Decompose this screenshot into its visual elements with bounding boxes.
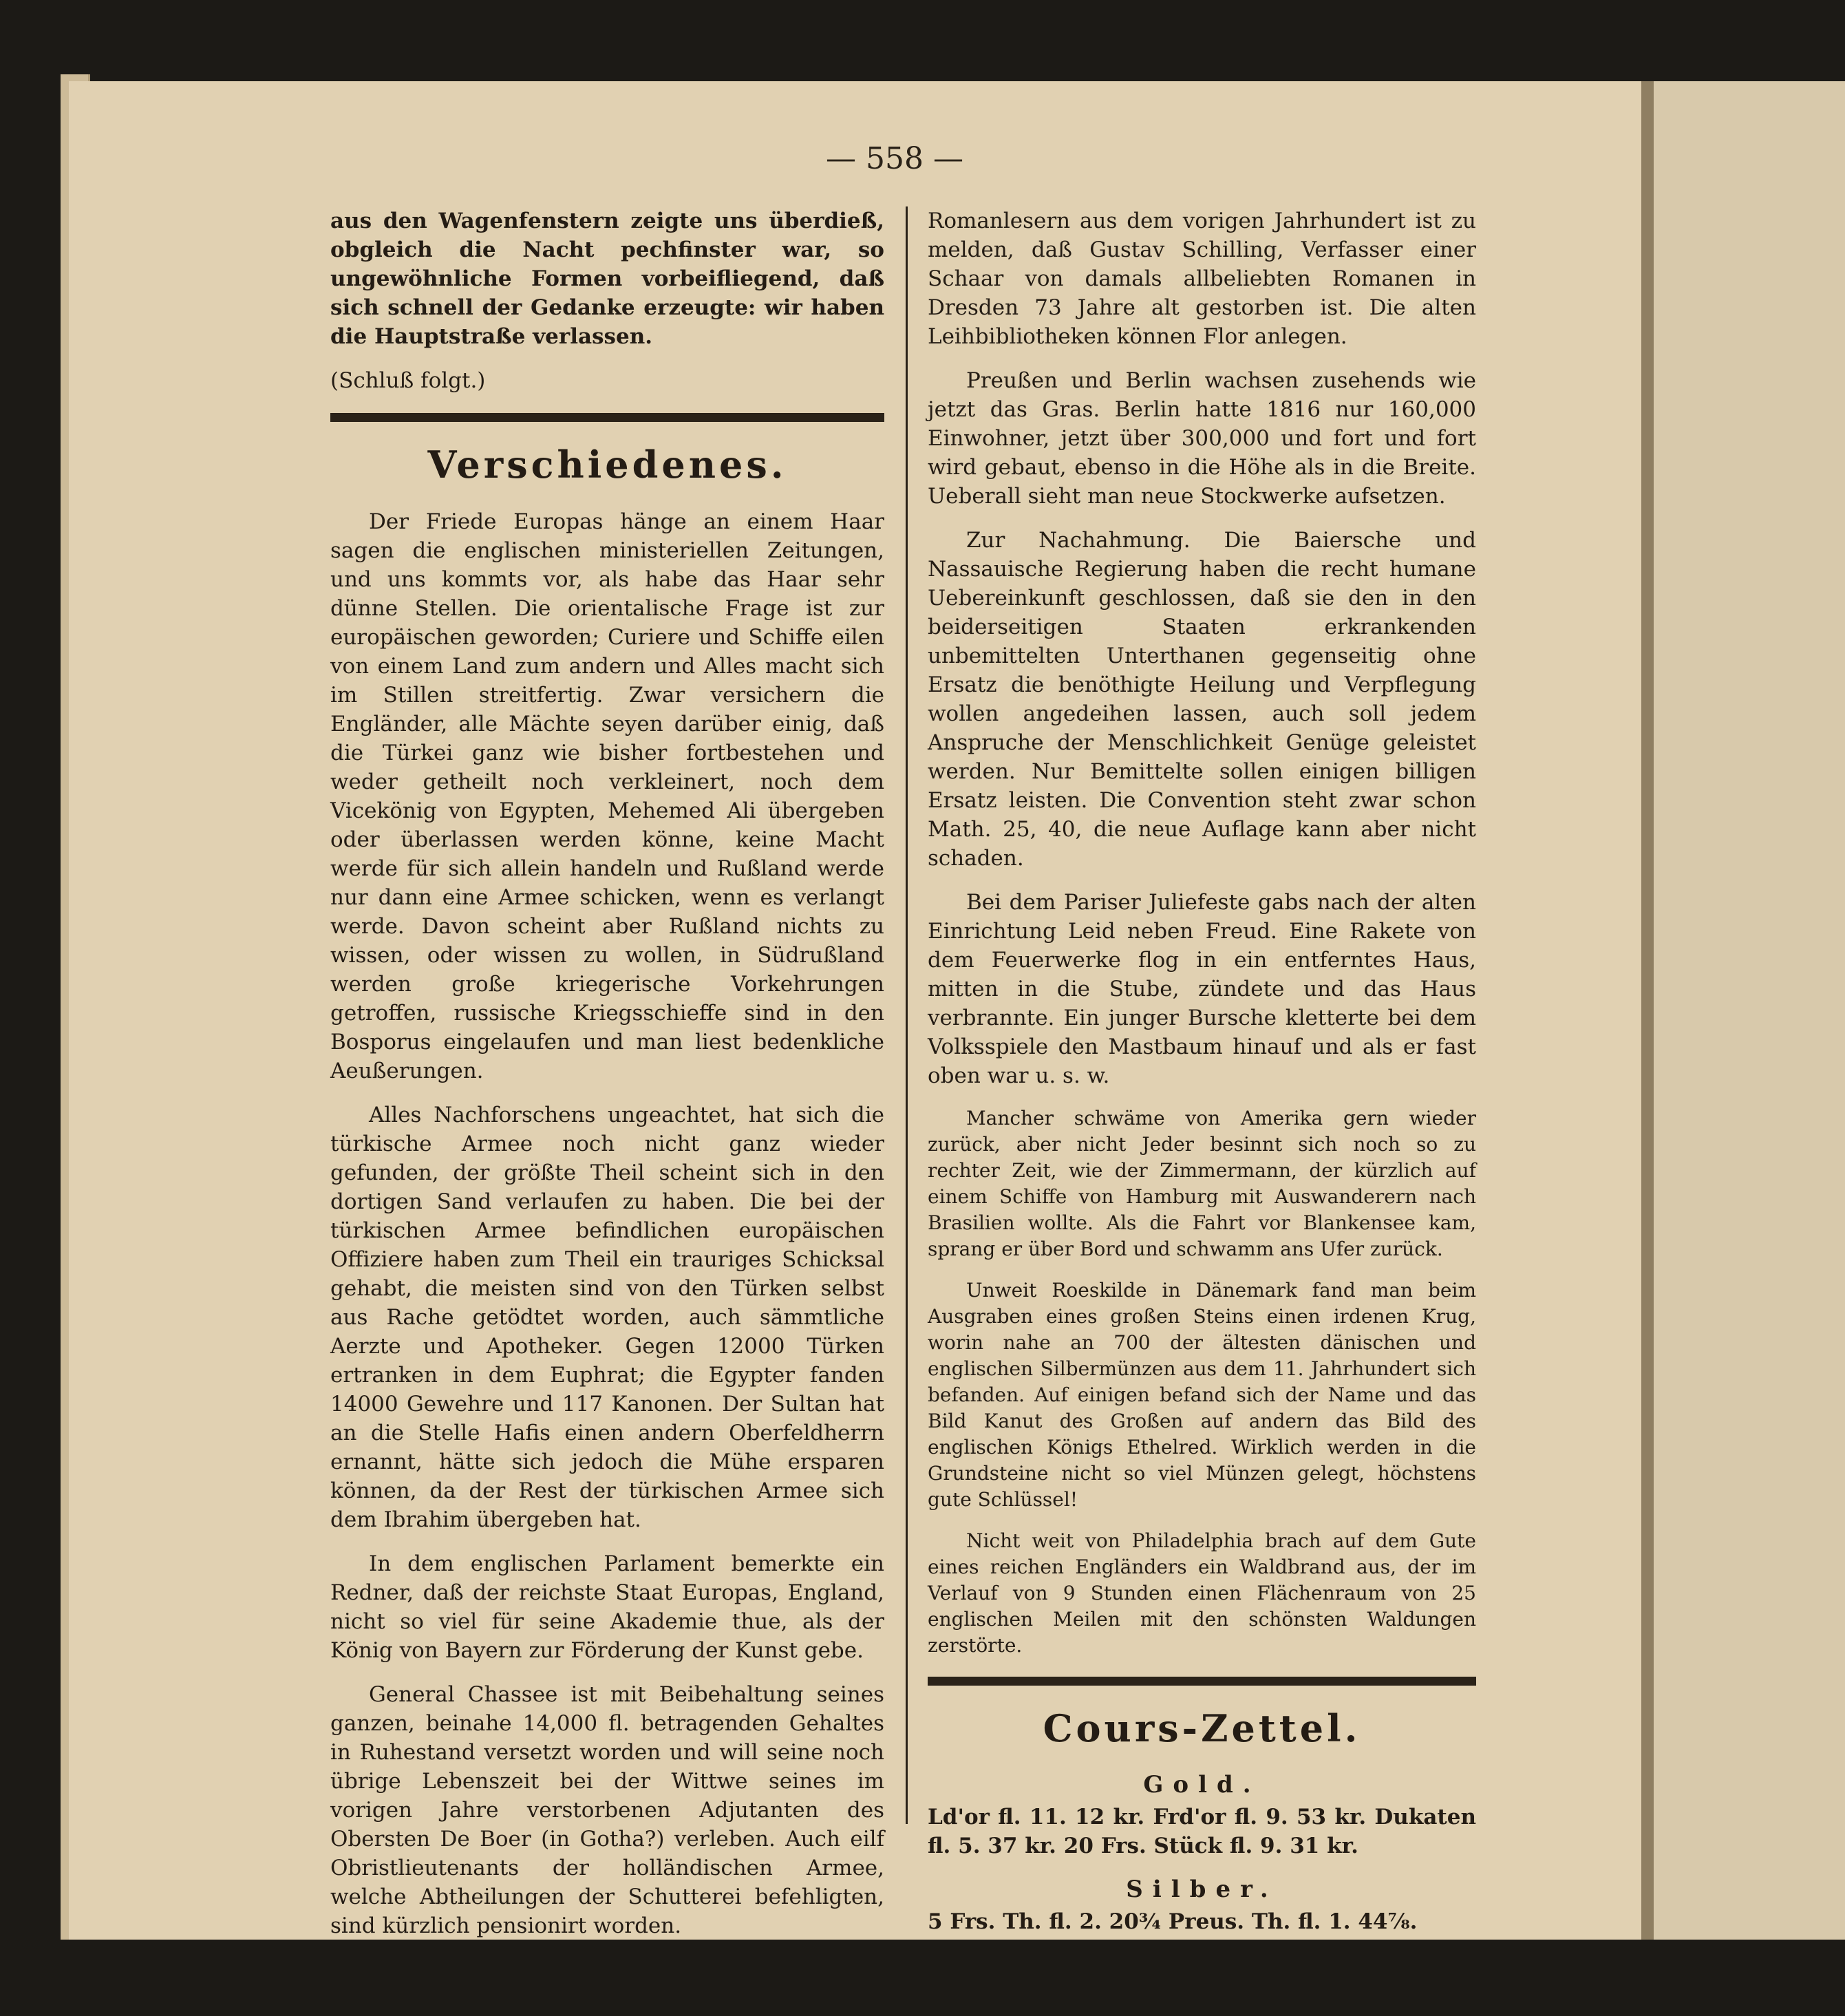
news-item: Unweit Roeskilde in Dänemark fand man beim Ausgraben eines großen Steins einen irdenen Krug, worin nahe an 700 der ältesten dänischen und englischen Silbermünzen aus dem 11. Jahrhundert sich befanden. Auf einigen befand sich der Name und das Bild Kanut des Großen auf andern das Bild des englischen Königs Ethelred. Wirklich werden in die Grundsteine nicht so viel Münzen gelegt, höchstens gute Schlüssel! <box>928 1279 1476 1511</box>
facing-page <box>1654 81 1845 1940</box>
silver-label: Silber. <box>1126 1876 1278 1903</box>
news-item: Alles Nachforschens ungeachtet, hat sich die türkische Armee noch nicht ganz wieder gefunden, der größte Theil scheint sich in den dortigen Sand verlaufen zu haben. Die bei der türkischen Armee befindlichen europäischen Offiziere haben zum Theil ein trauriges Schicksal gehabt, die meisten sind von den Türken selbst aus Rache getödtet worden, auch sämmtliche Aerzte und Apotheker. Gegen 12000 Türken ertranken in dem Euphrat; die Egypter fanden 14000 Gewehre und 117 Kanonen. Der Sultan hat an die Stelle Hafis einen andern Oberfeldherrn ernannt, hätte sich jedoch die Mühe ersparen können, da der Rest der türkischen Armee sich dem Ibrahim übergeben hat. <box>330 1103 884 1532</box>
section-heading: Verschiedenes. <box>427 443 787 487</box>
exchange-rates-heading: Cours-Zettel. <box>1043 1706 1361 1750</box>
story-ending: aus den Wagenfenstern zeigte uns überdieß, obgleich die Nacht pechfinster war, so ungewöhnliche Formen vorbeifliegend, daß sich schnell der Gedanke erzeugte: wir haben die Hauptstraße verlassen. <box>330 209 884 349</box>
section-rule <box>330 413 884 422</box>
continued-note: (Schluß folgt.) <box>330 368 486 393</box>
news-item: General Chassee ist mit Beibehaltung seines ganzen, beinahe 14,000 fl. betragenden Gehaltes in Ruhestand versetzt worden und will seine noch übrige Lebenszeit bei der Wittwe seines im vorigen Jahre verstorbenen Adjutanten des Obersten De Boer (in Gotha?) verleben. Auch eilf Obristlieutenants der holländischen Armee, welche Abtheilungen der Schutterei befehligten, sind kürzlich pensionirt worden. <box>330 1682 884 1938</box>
right-column <box>928 206 1476 1951</box>
news-item: Mancher schwäme von Amerika gern wieder zurück, aber nicht Jeder besinnt sich noch so zu rechter Zeit, wie der Zimmermann, der kürzlich auf einem Schiffe von Hamburg mit Auswanderern nach Brasilien wollte. Als die Fahrt vor Blankensee kam, sprang er über Bord und schwamm ans Ufer zurück. <box>928 1107 1476 1260</box>
news-item: Romanlesern aus dem vorigen Jahrhundert ist zu melden, daß Gustav Schilling, Verfasser einer Schaar von damals allbeliebten Romanen in Dresden 73 Jahre alt gestorben ist. Die alten Leihbibliotheken können Flor anlegen. <box>928 209 1476 349</box>
news-item: Zur Nachahmung. Die Baiersche und Nassauische Regierung haben die recht humane Uebereinkunft geschlossen, daß sie den in den beiderseitigen Staaten erkrankenden unbemittelten Unterthanen gegenseitig ohne Ersatz die benöthigte Heilung und Verpflegung wollen angedeihen lassen, auch soll jedem Anspruche der Menschlichkeit Genüge geleistet werden. Nur Bemittelte sollen einigen billigen Ersatz leisten. Die Convention steht zwar schon Math. 25, 40, die neue Auflage kann aber nicht schaden. <box>928 528 1476 871</box>
news-item: Preußen und Berlin wachsen zusehends wie jetzt das Gras. Berlin hatte 1816 nur 160,000 Einwohner, jetzt über 300,000 und fort und fort wird gebaut, ebenso in die Höhe als in die Breite. Ueberall sieht man neue Stockwerke aufsetzen. <box>928 368 1476 509</box>
news-item: Der Friede Europas hänge an einem Haar sagen die englischen ministeriellen Zeitungen, und uns kommts vor, als habe das Haar sehr dünne Stellen. Die orientalische Frage ist zur europäischen geworden; Curiere und Schiffe eilen von einem Land zum andern und Alles macht sich im Stillen streitfertig. Zwar versichern die Engländer, alle Mächte seyen darüber einig, daß die Türkei ganz wie bisher fortbestehen und weder getheilt noch verkleinert, noch dem Vicekönig von Egypten, Mehemed Ali übergeben oder überlassen werden könne, keine Macht werde für sich allein handeln und Rußland werde nur dann eine Armee schicken, wenn es verlangt werde. Davon scheint aber Rußland nichts zu wissen, oder wissen zu wollen, in Südrußland werden große kriegerische Vorkehrungen getroffen, russische Kriegsschieffe sind in den Bosporus eingelaufen und man liest bedenkliche Aeußerungen. <box>330 509 884 1083</box>
news-item: In dem englischen Parlament bemerkte ein Redner, daß der reichste Staat Europas, England, nicht so viel für seine Akademie thue, als der König von Bayern zur Förderung der Kunst gebe. <box>330 1551 884 1663</box>
left-column <box>330 206 884 1955</box>
news-item: Bei dem Pariser Juliefeste gabs nach der alten Einrichtung Leid neben Freud. Eine Rakete von dem Feuerwerke flog in ein entferntes Haus, mitten in die Stube, zündete und das Haus verbrannte. Ein junger Bursche kletterte bei dem Volksspiele den Mastbaum hinauf und als er fast oben war u. s. w. <box>928 890 1476 1088</box>
gold-label: Gold. <box>1143 1771 1261 1799</box>
silver-rates: 5 Frs. Th. fl. 2. 20¾ Preus. Th. fl. 1. 44⅞. <box>928 1909 1418 1934</box>
section-rule <box>928 1677 1476 1686</box>
news-item: Nicht weit von Philadelphia brach auf dem Gute eines reichen Engländers ein Waldbrand aus, der im Verlauf von 9 Stunden einen Flächenraum von 25 englischen Meilen mit den schönsten Waldungen zerstörte. <box>928 1529 1476 1657</box>
column-divider <box>906 206 908 1824</box>
gold-rates: Ld'or fl. 11. 12 kr. Frd'or fl. 9. 53 kr. Dukaten fl. 5. 37 kr. 20 Frs. Stück fl. 9. 31 kr. <box>928 1805 1476 1858</box>
page-number: — 558 — <box>826 141 963 176</box>
book-gutter <box>1641 81 1654 1940</box>
